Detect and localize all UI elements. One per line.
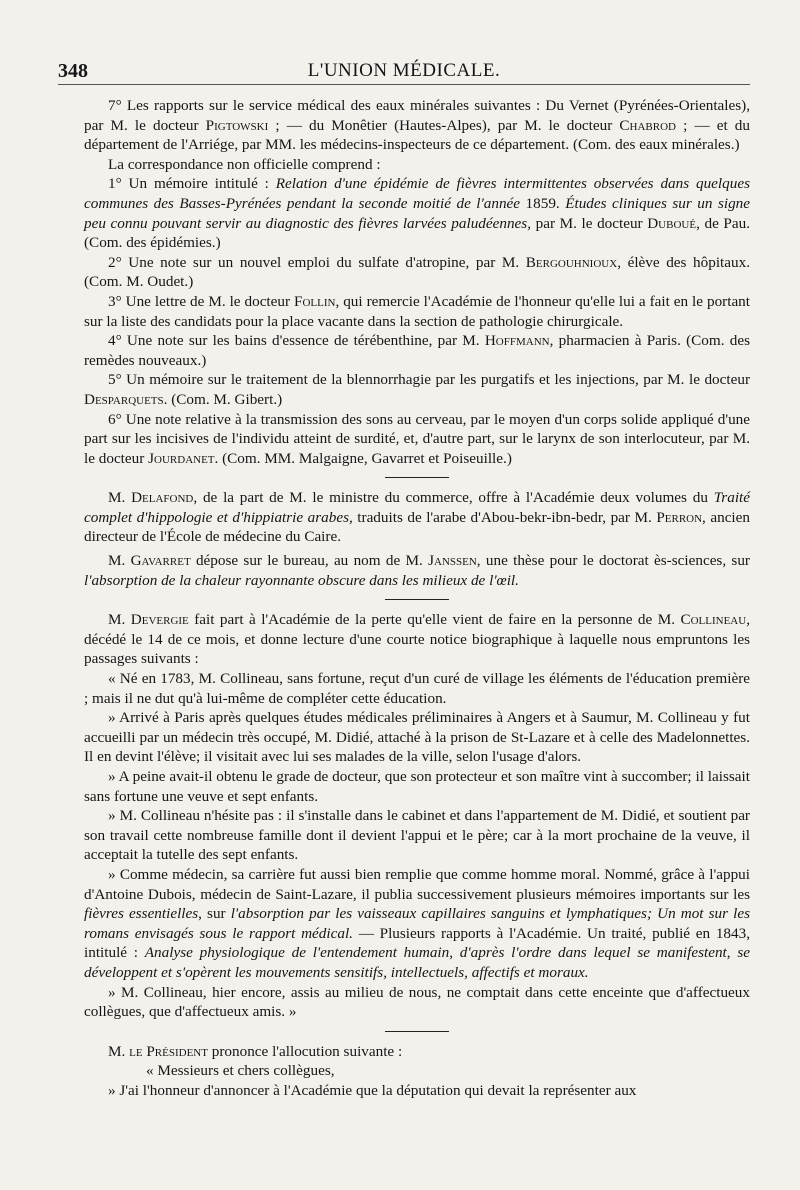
paragraph-p9 [84, 488, 750, 547]
text-run: , de Pau. (Com. des épidémies.) [84, 214, 750, 252]
person-name: Pigtowski [205, 116, 269, 134]
paragraph-p3 [84, 174, 750, 252]
text-run: M. [108, 1042, 130, 1060]
person-name: Hoffmann [484, 332, 550, 350]
paragraph-p16 [84, 865, 750, 983]
text-run: , ancien directeur de l'École de médecine du Caire. [84, 508, 750, 546]
text-run: fait part à l'Académie de la perte qu'elle vient de faire en la personne de M. [188, 611, 681, 629]
text-run: » A peine avait-il obtenu le grade de docteur, que son protecteur et son maître vint à succomber; il laissait sans fortune une veuve et sept enfants. [84, 768, 750, 805]
text-run: 1859. [520, 194, 566, 212]
italic-text: Traité complet d'hippologie et d'hippiatrie arabes, [84, 489, 750, 526]
text-run: ; — du Monêtier (Hautes-Alpes), par M. le docteur [268, 116, 620, 134]
page-number: 348 [58, 60, 88, 82]
text-run: » M. Collineau n'hésite pas : il s'installe dans le cabinet et dans l'appartement de M. Didié, et soutient par son travail cette nombreuse famille dont il devient l'appui et le père; car à la mort prochaine de la veuve, il acceptait la tutelle des sept enfants. [84, 807, 750, 864]
italic-text: Analyse physiologique de l'entendement humain, d'après l'ordre dans lequel se manifestent, se développent et s'opèrent les mouvements sensitifs, intellectuels, affectifs et moraux. [84, 944, 750, 981]
person-name: Devergie [130, 611, 189, 629]
person-name: le Président [129, 1042, 208, 1060]
paragraph-p18 [84, 1042, 750, 1062]
person-name: Gavarret [130, 552, 191, 570]
text-run: 2° Une note sur un nouvel emploi du sulfate d'atropine, par M. [108, 253, 526, 271]
text-run: » Comme médecin, sa carrière fut aussi bien remplie que comme homme moral. Nommé, grâce à l'appui d'Antoine Dubois, médecin de Saint-Lazare, il publia successivement plusieurs mémoires importants sur les [84, 865, 750, 903]
text-run: 6° Une note relative à la transmission des sons au cerveau, par le moyen d'un corps solide appliqué d'une part sur les incisives de l'individu atteint de surdité, et, d'autre part, sur le larynx de son interlocuteur, par M. le docteur [84, 410, 750, 467]
text-run: 4° Une note sur les bains d'essence de térébenthine, par M. [108, 332, 485, 350]
paragraph-p15 [84, 806, 750, 865]
paragraph-p13 [84, 708, 750, 767]
text-run: ; — et du département de l'Arriége, par MM. les médecins-inspecteurs de ce département. (Com. des eaux minérales.) [84, 116, 750, 154]
text-run: . (Com. M. Gibert.) [163, 390, 283, 408]
person-name: Perron [656, 508, 703, 526]
paragraph-p11 [84, 610, 750, 669]
text-run: M. [108, 611, 131, 629]
text-run: , sur [198, 905, 231, 923]
text-run: , une thèse pour le doctorat ès-sciences, sur [476, 552, 750, 570]
person-name: Delafond [131, 489, 194, 507]
text-run: » J'ai l'honneur d'annoncer à l'Académie que la députation qui devait la représenter aux [108, 1081, 637, 1099]
text-run: prononce l'allocution suivante : [207, 1042, 403, 1060]
paragraph-p5 [84, 292, 750, 331]
text-run: traduits de l'arabe d'Abou-bekr-ibn-bedr, par M. [352, 508, 657, 526]
text-run: M. [108, 552, 131, 570]
text-run: « Messieurs et chers collègues, [146, 1062, 335, 1080]
paragraph-p4 [84, 253, 750, 292]
text-run: La correspondance non officielle comprend : [108, 155, 381, 173]
text-run: » Arrivé à Paris après quelques études médicales préliminaires à Angers et à Saumur, M. Collineau y fut accueilli par un médecin très occupé, M. Didié, attaché à la prison de St-Lazare et à celle des Madelonnettes. Il en devint l'élève; il visitait avec lui ses malades de la ville, selon l'usage d'alors. [84, 709, 750, 766]
page-header [58, 54, 750, 85]
section-divider [385, 1031, 449, 1032]
text-run: — Plusieurs rapports à l'Académie. Un traité, publié en 1843, intitulé : [84, 924, 750, 962]
italic-text: Relation d'une épidémie de fièvres intermittentes observées dans quelques communes des Basses-Pyrénées pendant la seconde moitié de l'année [84, 175, 750, 212]
paragraph-p20 [84, 1081, 750, 1101]
person-name: Chabrod [619, 116, 676, 134]
paragraph-p17 [84, 983, 750, 1022]
paragraph-p8 [84, 410, 750, 469]
text-run: 7° Les rapports sur le service médical des eaux minérales suivantes : Du Vernet (Pyrénées-Orientales), par M. le docteur [84, 97, 750, 134]
person-name: Collineau [680, 611, 747, 629]
text-run: , décédé le 14 de ce mois, et donne lecture d'une courte notice biographique à laquelle nous empruntons les passages suivants : [84, 611, 750, 668]
article-body [84, 96, 750, 1101]
paragraph-p2 [84, 155, 750, 175]
paragraph-p6 [84, 331, 750, 370]
person-name: Duboué [647, 214, 697, 232]
text-run: » M. Collineau, hier encore, assis au milieu de nous, ne comptait dans cette enceinte que d'affectueux collègues, que d'affectueux amis. » [84, 983, 750, 1021]
text-run: , pharmacien à Paris. (Com. des remèdes nouveaux.) [84, 332, 750, 369]
paragraph-p10 [84, 551, 750, 590]
paragraph-p7 [84, 370, 750, 409]
text-run: dépose sur le bureau, au nom de M. [190, 552, 429, 570]
text-run: . (Com. MM. Malgaigne, Gavarret et Poiseuille.) [214, 449, 512, 467]
italic-text: fièvres essentielles [84, 905, 199, 923]
text-run: , qui remercie l'Académie de l'honneur qu'elle lui a fait en le portant sur la liste des candidats pour la place vacante dans la section de pathologie chirurgicale. [84, 292, 750, 330]
text-run: 5° Un mémoire sur le traitement de la blennorrhagie par les purgatifs et les injections, par M. le docteur [108, 371, 750, 389]
italic-text: l'absorption de la chaleur rayonnante obscure dans les milieux de l'œil. [84, 571, 519, 589]
person-name: Bergouhnioux [525, 253, 618, 271]
person-name: Desparquets [84, 390, 164, 408]
text-run: 1° Un mémoire intitulé : [108, 175, 276, 193]
section-divider [385, 599, 449, 600]
text-run: 3° Une lettre de M. le docteur [108, 292, 295, 310]
text-run: par M. le docteur [531, 214, 648, 232]
running-title: L'UNION MÉDICALE. [307, 60, 501, 81]
paragraph-p1 [84, 96, 750, 155]
text-run: « Né en 1783, M. Collineau, sans fortune, reçut d'un curé de village les éléments de l'éducation première ; mais il ne dut qu'à lui-même de compléter cette éducation. [84, 670, 750, 707]
section-divider [385, 477, 449, 478]
italic-text: l'absorption par les vaisseaux capillaires sanguins et lymphatiques; Un mot sur les romans envisagés sous le rapport médical. [84, 905, 750, 942]
text-run: , de la part de M. le ministre du commerce, offre à l'Académie deux volumes du [193, 489, 714, 507]
paragraph-p14 [84, 767, 750, 806]
italic-text: Études cliniques sur un signe peu connu pouvant servir au diagnostic des fièvres larvées paludéennes, [84, 194, 750, 232]
paragraph-p12 [84, 669, 750, 708]
text-run: M. [108, 489, 132, 507]
text-run: , élève des hôpitaux. (Com. M. Oudet.) [84, 253, 750, 291]
person-name: Follin [294, 292, 336, 310]
person-name: Janssen [428, 552, 477, 570]
person-name: Jourdanet [148, 449, 215, 467]
paragraph-p19 [84, 1061, 750, 1081]
